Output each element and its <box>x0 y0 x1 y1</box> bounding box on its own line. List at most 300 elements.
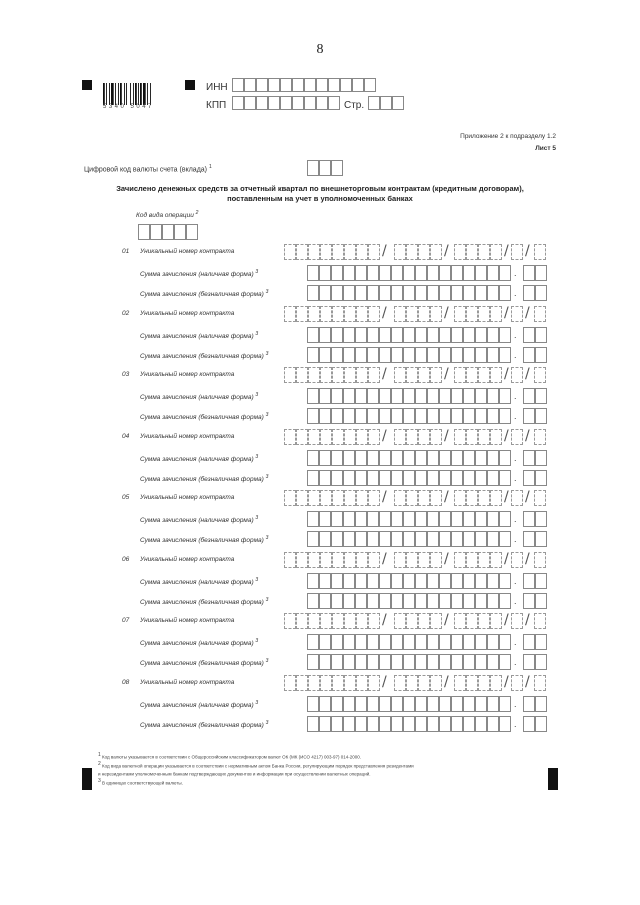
amount-cell[interactable] <box>415 450 427 466</box>
contract-cell[interactable] <box>490 306 502 322</box>
amount-cell[interactable] <box>355 470 367 486</box>
inn-cell[interactable] <box>244 78 256 92</box>
amount-decimal-cell[interactable] <box>523 531 535 547</box>
amount-cell[interactable] <box>307 654 319 670</box>
amount-cell[interactable] <box>427 573 439 589</box>
amount-cell[interactable] <box>499 285 511 301</box>
amount-cell[interactable] <box>307 531 319 547</box>
contract-cell[interactable] <box>466 429 478 445</box>
contract-cell[interactable] <box>344 244 356 260</box>
contract-cell[interactable] <box>332 244 344 260</box>
contract-cell[interactable] <box>454 367 466 383</box>
contract-cell[interactable] <box>490 367 502 383</box>
contract-cell[interactable] <box>406 306 418 322</box>
amount-cell[interactable] <box>367 265 379 281</box>
amount-decimal-cell[interactable] <box>535 531 547 547</box>
amount-cell[interactable] <box>319 634 331 650</box>
amount-cell[interactable] <box>475 347 487 363</box>
amount-cell[interactable] <box>439 511 451 527</box>
amount-cell[interactable] <box>355 511 367 527</box>
contract-cell[interactable] <box>356 429 368 445</box>
amount-cell[interactable] <box>451 593 463 609</box>
amount-cell[interactable] <box>463 388 475 404</box>
contract-cell[interactable] <box>490 675 502 691</box>
contract-cell[interactable] <box>332 675 344 691</box>
contract-cell[interactable] <box>332 429 344 445</box>
amount-decimal-cell[interactable] <box>535 347 547 363</box>
contract-cell[interactable] <box>344 613 356 629</box>
inn-cell[interactable] <box>304 78 316 92</box>
amount-cell[interactable] <box>499 531 511 547</box>
amount-cell[interactable] <box>475 696 487 712</box>
inn-cell[interactable] <box>328 78 340 92</box>
amount-cell[interactable] <box>379 593 391 609</box>
amount-cell[interactable] <box>343 327 355 343</box>
contract-cell[interactable] <box>418 552 430 568</box>
kpp-cell[interactable] <box>292 96 304 110</box>
amount-cell[interactable] <box>463 450 475 466</box>
contract-cell[interactable] <box>478 490 490 506</box>
contract-cell[interactable] <box>406 552 418 568</box>
kpp-cell[interactable] <box>280 96 292 110</box>
amount-cell[interactable] <box>319 265 331 281</box>
amount-cell[interactable] <box>475 327 487 343</box>
amount-cell[interactable] <box>391 327 403 343</box>
amount-decimal-cell[interactable] <box>523 470 535 486</box>
contract-cell[interactable] <box>511 613 523 629</box>
contract-cell[interactable] <box>490 244 502 260</box>
amount-decimal-cell[interactable] <box>535 265 547 281</box>
contract-cell[interactable] <box>478 675 490 691</box>
amount-cell[interactable] <box>427 654 439 670</box>
amount-cell[interactable] <box>391 716 403 732</box>
amount-decimal-cell[interactable] <box>535 696 547 712</box>
currency-cell[interactable] <box>307 160 319 176</box>
amount-cell[interactable] <box>307 450 319 466</box>
amount-cell[interactable] <box>451 408 463 424</box>
contract-cell[interactable] <box>356 367 368 383</box>
amount-cell[interactable] <box>463 470 475 486</box>
amount-cell[interactable] <box>307 347 319 363</box>
amount-cell[interactable] <box>355 388 367 404</box>
amount-cell[interactable] <box>487 347 499 363</box>
amount-cell[interactable] <box>499 450 511 466</box>
amount-cell[interactable] <box>367 716 379 732</box>
amount-cell[interactable] <box>475 388 487 404</box>
contract-cell[interactable] <box>534 675 546 691</box>
amount-decimal-cell[interactable] <box>535 408 547 424</box>
contract-cell[interactable] <box>296 244 308 260</box>
amount-cell[interactable] <box>379 450 391 466</box>
amount-cell[interactable] <box>487 388 499 404</box>
amount-cell[interactable] <box>499 388 511 404</box>
amount-cell[interactable] <box>487 327 499 343</box>
inn-cell[interactable] <box>340 78 352 92</box>
contract-cell[interactable] <box>368 429 380 445</box>
contract-cell[interactable] <box>332 367 344 383</box>
contract-cell[interactable] <box>368 552 380 568</box>
inn-cell[interactable] <box>364 78 376 92</box>
amount-cell[interactable] <box>355 593 367 609</box>
amount-cell[interactable] <box>487 511 499 527</box>
amount-cell[interactable] <box>403 511 415 527</box>
amount-decimal-cell[interactable] <box>523 285 535 301</box>
contract-cell[interactable] <box>368 306 380 322</box>
contract-cell[interactable] <box>308 613 320 629</box>
contract-cell[interactable] <box>511 552 523 568</box>
amount-cell[interactable] <box>499 265 511 281</box>
amount-cell[interactable] <box>439 470 451 486</box>
contract-cell[interactable] <box>394 244 406 260</box>
amount-cell[interactable] <box>367 470 379 486</box>
amount-cell[interactable] <box>403 450 415 466</box>
contract-cell[interactable] <box>284 675 296 691</box>
amount-cell[interactable] <box>367 593 379 609</box>
amount-cell[interactable] <box>307 327 319 343</box>
amount-cell[interactable] <box>463 347 475 363</box>
amount-cell[interactable] <box>439 265 451 281</box>
amount-cell[interactable] <box>331 716 343 732</box>
contract-cell[interactable] <box>430 244 442 260</box>
amount-cell[interactable] <box>475 654 487 670</box>
amount-cell[interactable] <box>391 573 403 589</box>
amount-cell[interactable] <box>451 716 463 732</box>
amount-cell[interactable] <box>427 531 439 547</box>
amount-cell[interactable] <box>415 285 427 301</box>
amount-cell[interactable] <box>367 531 379 547</box>
amount-cell[interactable] <box>331 593 343 609</box>
amount-decimal-cell[interactable] <box>523 388 535 404</box>
amount-cell[interactable] <box>331 573 343 589</box>
amount-cell[interactable] <box>391 654 403 670</box>
amount-cell[interactable] <box>403 347 415 363</box>
amount-cell[interactable] <box>415 265 427 281</box>
amount-cell[interactable] <box>439 388 451 404</box>
amount-cell[interactable] <box>379 470 391 486</box>
amount-cell[interactable] <box>403 408 415 424</box>
amount-cell[interactable] <box>367 634 379 650</box>
amount-cell[interactable] <box>499 593 511 609</box>
kpp-cell[interactable] <box>232 96 244 110</box>
amount-decimal-cell[interactable] <box>535 511 547 527</box>
contract-cell[interactable] <box>394 429 406 445</box>
amount-cell[interactable] <box>379 511 391 527</box>
amount-cell[interactable] <box>451 511 463 527</box>
amount-cell[interactable] <box>307 511 319 527</box>
amount-decimal-cell[interactable] <box>523 573 535 589</box>
amount-decimal-cell[interactable] <box>523 408 535 424</box>
amount-cell[interactable] <box>415 573 427 589</box>
amount-cell[interactable] <box>391 696 403 712</box>
op-code-cell[interactable] <box>138 224 150 240</box>
amount-cell[interactable] <box>355 285 367 301</box>
amount-decimal-cell[interactable] <box>523 593 535 609</box>
contract-cell[interactable] <box>394 367 406 383</box>
amount-cell[interactable] <box>319 511 331 527</box>
amount-cell[interactable] <box>331 388 343 404</box>
currency-cell[interactable] <box>331 160 343 176</box>
amount-cell[interactable] <box>367 511 379 527</box>
amount-cell[interactable] <box>475 634 487 650</box>
inn-cell[interactable] <box>352 78 364 92</box>
contract-cell[interactable] <box>430 490 442 506</box>
contract-cell[interactable] <box>466 490 478 506</box>
contract-cell[interactable] <box>406 490 418 506</box>
op-code-cell[interactable] <box>150 224 162 240</box>
contract-cell[interactable] <box>308 367 320 383</box>
contract-cell[interactable] <box>478 244 490 260</box>
contract-cell[interactable] <box>511 429 523 445</box>
amount-cell[interactable] <box>367 450 379 466</box>
page-cell[interactable] <box>368 96 380 110</box>
amount-cell[interactable] <box>391 634 403 650</box>
contract-cell[interactable] <box>534 552 546 568</box>
amount-decimal-cell[interactable] <box>535 388 547 404</box>
amount-cell[interactable] <box>463 531 475 547</box>
contract-cell[interactable] <box>454 244 466 260</box>
amount-cell[interactable] <box>391 265 403 281</box>
amount-cell[interactable] <box>379 716 391 732</box>
amount-cell[interactable] <box>319 388 331 404</box>
amount-decimal-cell[interactable] <box>535 285 547 301</box>
amount-cell[interactable] <box>451 285 463 301</box>
amount-cell[interactable] <box>451 450 463 466</box>
contract-cell[interactable] <box>320 367 332 383</box>
amount-cell[interactable] <box>319 654 331 670</box>
amount-cell[interactable] <box>499 408 511 424</box>
amount-cell[interactable] <box>391 593 403 609</box>
amount-cell[interactable] <box>367 347 379 363</box>
amount-cell[interactable] <box>487 450 499 466</box>
contract-cell[interactable] <box>332 490 344 506</box>
amount-cell[interactable] <box>487 654 499 670</box>
amount-cell[interactable] <box>451 347 463 363</box>
contract-cell[interactable] <box>406 429 418 445</box>
amount-cell[interactable] <box>487 265 499 281</box>
contract-cell[interactable] <box>284 306 296 322</box>
amount-cell[interactable] <box>307 408 319 424</box>
amount-cell[interactable] <box>355 634 367 650</box>
amount-cell[interactable] <box>403 388 415 404</box>
amount-cell[interactable] <box>427 634 439 650</box>
kpp-cell[interactable] <box>328 96 340 110</box>
amount-cell[interactable] <box>475 408 487 424</box>
amount-cell[interactable] <box>487 634 499 650</box>
amount-cell[interactable] <box>367 654 379 670</box>
amount-cell[interactable] <box>475 511 487 527</box>
amount-decimal-cell[interactable] <box>523 654 535 670</box>
contract-cell[interactable] <box>284 244 296 260</box>
contract-cell[interactable] <box>296 552 308 568</box>
contract-cell[interactable] <box>454 429 466 445</box>
contract-cell[interactable] <box>320 244 332 260</box>
amount-decimal-cell[interactable] <box>535 470 547 486</box>
amount-cell[interactable] <box>499 347 511 363</box>
contract-cell[interactable] <box>466 244 478 260</box>
amount-cell[interactable] <box>355 531 367 547</box>
amount-cell[interactable] <box>439 408 451 424</box>
contract-cell[interactable] <box>511 244 523 260</box>
amount-decimal-cell[interactable] <box>535 327 547 343</box>
contract-cell[interactable] <box>454 552 466 568</box>
amount-cell[interactable] <box>487 696 499 712</box>
contract-cell[interactable] <box>368 675 380 691</box>
contract-cell[interactable] <box>344 306 356 322</box>
amount-cell[interactable] <box>331 511 343 527</box>
amount-cell[interactable] <box>475 470 487 486</box>
amount-cell[interactable] <box>463 573 475 589</box>
contract-cell[interactable] <box>430 429 442 445</box>
amount-cell[interactable] <box>487 470 499 486</box>
amount-decimal-cell[interactable] <box>535 634 547 650</box>
amount-cell[interactable] <box>307 285 319 301</box>
page-cell[interactable] <box>392 96 404 110</box>
contract-cell[interactable] <box>332 306 344 322</box>
contract-cell[interactable] <box>320 552 332 568</box>
amount-decimal-cell[interactable] <box>523 450 535 466</box>
inn-cell[interactable] <box>256 78 268 92</box>
amount-cell[interactable] <box>403 593 415 609</box>
amount-cell[interactable] <box>379 654 391 670</box>
amount-cell[interactable] <box>367 327 379 343</box>
amount-cell[interactable] <box>355 327 367 343</box>
contract-cell[interactable] <box>296 306 308 322</box>
amount-cell[interactable] <box>439 531 451 547</box>
contract-cell[interactable] <box>356 490 368 506</box>
amount-cell[interactable] <box>403 285 415 301</box>
amount-cell[interactable] <box>391 511 403 527</box>
amount-cell[interactable] <box>487 531 499 547</box>
amount-cell[interactable] <box>415 531 427 547</box>
amount-cell[interactable] <box>463 285 475 301</box>
amount-cell[interactable] <box>439 327 451 343</box>
amount-cell[interactable] <box>451 327 463 343</box>
amount-cell[interactable] <box>367 408 379 424</box>
amount-cell[interactable] <box>463 696 475 712</box>
contract-cell[interactable] <box>394 675 406 691</box>
amount-cell[interactable] <box>403 470 415 486</box>
amount-cell[interactable] <box>463 593 475 609</box>
contract-cell[interactable] <box>320 429 332 445</box>
op-code-cell[interactable] <box>186 224 198 240</box>
contract-cell[interactable] <box>368 367 380 383</box>
contract-cell[interactable] <box>478 429 490 445</box>
amount-cell[interactable] <box>475 716 487 732</box>
amount-cell[interactable] <box>475 593 487 609</box>
contract-cell[interactable] <box>344 675 356 691</box>
amount-decimal-cell[interactable] <box>535 573 547 589</box>
amount-cell[interactable] <box>415 408 427 424</box>
amount-cell[interactable] <box>463 408 475 424</box>
contract-cell[interactable] <box>418 367 430 383</box>
contract-cell[interactable] <box>308 244 320 260</box>
contract-cell[interactable] <box>466 675 478 691</box>
amount-cell[interactable] <box>319 347 331 363</box>
contract-cell[interactable] <box>296 613 308 629</box>
amount-cell[interactable] <box>355 716 367 732</box>
contract-cell[interactable] <box>430 613 442 629</box>
amount-cell[interactable] <box>343 408 355 424</box>
contract-cell[interactable] <box>478 613 490 629</box>
contract-cell[interactable] <box>394 552 406 568</box>
amount-cell[interactable] <box>331 634 343 650</box>
amount-cell[interactable] <box>379 573 391 589</box>
contract-cell[interactable] <box>418 675 430 691</box>
amount-cell[interactable] <box>343 265 355 281</box>
amount-decimal-cell[interactable] <box>523 265 535 281</box>
amount-cell[interactable] <box>463 716 475 732</box>
amount-cell[interactable] <box>355 265 367 281</box>
contract-cell[interactable] <box>368 244 380 260</box>
amount-cell[interactable] <box>451 696 463 712</box>
contract-cell[interactable] <box>418 490 430 506</box>
contract-cell[interactable] <box>284 429 296 445</box>
contract-cell[interactable] <box>406 367 418 383</box>
amount-cell[interactable] <box>367 285 379 301</box>
contract-cell[interactable] <box>418 429 430 445</box>
amount-cell[interactable] <box>379 696 391 712</box>
amount-decimal-cell[interactable] <box>523 696 535 712</box>
amount-cell[interactable] <box>487 716 499 732</box>
amount-cell[interactable] <box>415 511 427 527</box>
contract-cell[interactable] <box>454 675 466 691</box>
amount-cell[interactable] <box>391 531 403 547</box>
amount-cell[interactable] <box>391 450 403 466</box>
contract-cell[interactable] <box>320 306 332 322</box>
amount-cell[interactable] <box>307 470 319 486</box>
amount-cell[interactable] <box>307 388 319 404</box>
amount-cell[interactable] <box>463 265 475 281</box>
contract-cell[interactable] <box>296 367 308 383</box>
op-code-cell[interactable] <box>162 224 174 240</box>
amount-cell[interactable] <box>355 696 367 712</box>
contract-cell[interactable] <box>368 613 380 629</box>
contract-cell[interactable] <box>368 490 380 506</box>
contract-cell[interactable] <box>344 552 356 568</box>
amount-cell[interactable] <box>403 634 415 650</box>
kpp-cell[interactable] <box>268 96 280 110</box>
amount-cell[interactable] <box>355 347 367 363</box>
kpp-cell[interactable] <box>304 96 316 110</box>
amount-decimal-cell[interactable] <box>523 716 535 732</box>
contract-cell[interactable] <box>511 306 523 322</box>
amount-cell[interactable] <box>343 573 355 589</box>
amount-cell[interactable] <box>343 531 355 547</box>
contract-cell[interactable] <box>308 552 320 568</box>
amount-cell[interactable] <box>331 327 343 343</box>
amount-cell[interactable] <box>475 573 487 589</box>
amount-cell[interactable] <box>379 634 391 650</box>
amount-cell[interactable] <box>331 408 343 424</box>
contract-cell[interactable] <box>284 367 296 383</box>
contract-cell[interactable] <box>308 429 320 445</box>
amount-cell[interactable] <box>415 470 427 486</box>
amount-cell[interactable] <box>427 696 439 712</box>
contract-cell[interactable] <box>418 244 430 260</box>
contract-cell[interactable] <box>296 490 308 506</box>
contract-cell[interactable] <box>466 306 478 322</box>
contract-cell[interactable] <box>320 613 332 629</box>
amount-cell[interactable] <box>427 347 439 363</box>
amount-cell[interactable] <box>451 634 463 650</box>
amount-cell[interactable] <box>487 573 499 589</box>
amount-cell[interactable] <box>319 593 331 609</box>
amount-cell[interactable] <box>439 716 451 732</box>
contract-cell[interactable] <box>511 490 523 506</box>
contract-cell[interactable] <box>356 552 368 568</box>
amount-cell[interactable] <box>343 388 355 404</box>
contract-cell[interactable] <box>478 367 490 383</box>
